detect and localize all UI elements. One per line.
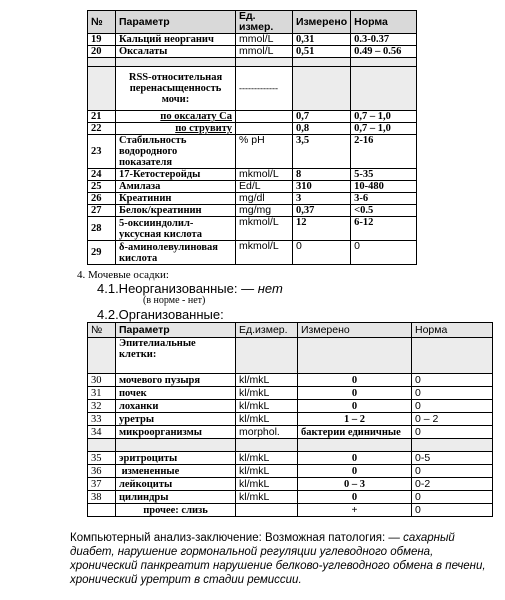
row-measured: 0 xyxy=(298,465,412,478)
row-number: 31 xyxy=(88,387,116,400)
row-number: 32 xyxy=(88,400,116,413)
row-parameter: уретры xyxy=(116,413,236,426)
col-header-unit: Ед. измер. xyxy=(236,11,293,34)
table-row xyxy=(88,34,417,46)
row-number: 35 xyxy=(88,452,116,465)
row-unit: kl/mkL xyxy=(236,387,298,400)
row-measured: 3 xyxy=(293,193,351,205)
table-row xyxy=(88,387,493,400)
row-measured: 12 xyxy=(293,217,351,241)
row-parameter: по оксалату Са xyxy=(116,111,236,123)
row-number: 34 xyxy=(88,426,116,439)
group-title-epithelial: Эпителиальные клетки: xyxy=(116,338,236,374)
row-number: 29 xyxy=(88,241,116,265)
table-row xyxy=(88,181,417,193)
row-measured: 1 – 2 xyxy=(298,413,412,426)
row-measured: бактерии единичные xyxy=(298,426,412,439)
table-urine-biochemistry xyxy=(87,10,417,265)
row-measured: 0 xyxy=(298,400,412,413)
table-row xyxy=(88,465,493,478)
row-norm: 0 xyxy=(412,504,493,517)
row-measured: 310 xyxy=(293,181,351,193)
col-header-norm: Норма xyxy=(351,11,417,34)
col-header-measured: Измерено xyxy=(293,11,351,34)
row-number: 21 xyxy=(88,111,116,123)
row-norm: 0 xyxy=(351,241,417,265)
rss-dashes: ------------- xyxy=(236,67,293,111)
row-norm: 0 xyxy=(412,426,493,439)
section-urine-sediment-title: 4. Мочевые осадки: xyxy=(77,269,169,281)
row-parameter: Стабильность водородного показателя xyxy=(116,135,236,169)
row-norm: 0 xyxy=(412,491,493,504)
table-row xyxy=(88,504,493,517)
row-measured: 0 xyxy=(298,387,412,400)
group-row xyxy=(88,338,493,374)
row-unit xyxy=(236,504,298,517)
row-norm: 0,7 – 1,0 xyxy=(351,111,417,123)
row-measured: 0 xyxy=(298,374,412,387)
col-header-parameter: Параметр xyxy=(116,11,236,34)
col-header-number: № xyxy=(88,11,116,34)
row-number: 27 xyxy=(88,205,116,217)
row-parameter: мочевого пузыря xyxy=(116,374,236,387)
row-norm: 0.3-0.37 xyxy=(351,34,417,46)
row-unit: morphol. xyxy=(236,426,298,439)
row-norm: 0,7 – 1,0 xyxy=(351,123,417,135)
row-unit: % pH xyxy=(236,135,293,169)
col-header-measured: Измерено xyxy=(298,323,412,338)
row-unit: kl/mkL xyxy=(236,491,298,504)
row-measured: 0,7 xyxy=(293,111,351,123)
row-parameter: Белок/креатинин xyxy=(116,205,236,217)
row-parameter: лоханки xyxy=(116,400,236,413)
row-number: 36 xyxy=(88,465,116,478)
col-header-unit: Ед.измер. xyxy=(236,323,298,338)
row-number: 33 xyxy=(88,413,116,426)
row-number: 37 xyxy=(88,478,116,491)
row-number: 20 xyxy=(88,46,116,58)
row-unit: mmol/L xyxy=(236,34,293,46)
table-row xyxy=(88,123,417,135)
table-row xyxy=(88,426,493,439)
row-number: 25 xyxy=(88,181,116,193)
row-unit: kl/mkL xyxy=(236,478,298,491)
row-unit: mkmol/L xyxy=(236,241,293,265)
row-measured: + xyxy=(298,504,412,517)
row-unit: mmol/L xyxy=(236,46,293,58)
table-row-spacer xyxy=(88,439,493,452)
row-unit: kl/mkL xyxy=(236,400,298,413)
conclusion-text: сахарный диабет, нарушение гормональной регуляции углеводного обмена, хронический панкреатит нарушение белково-углеводного обмена в печени, хронический уретрит в стадии ремиссии. xyxy=(70,532,486,586)
table-urine-sediment xyxy=(87,322,493,517)
table-row xyxy=(88,400,493,413)
table-row xyxy=(88,169,417,181)
row-parameter: измененные xyxy=(116,465,236,478)
row-parameter: Амилаза xyxy=(116,181,236,193)
row-measured: 0 xyxy=(293,241,351,265)
row-number: 19 xyxy=(88,34,116,46)
row-parameter: 5-оксииндолил-уксусная кислота xyxy=(116,217,236,241)
col-header-number: № xyxy=(88,323,116,338)
row-norm: <0.5 xyxy=(351,205,417,217)
row-norm: 0-2 xyxy=(412,478,493,491)
row-norm: 0.49 – 0.56 xyxy=(351,46,417,58)
row-norm: 0 xyxy=(412,387,493,400)
row-number: 24 xyxy=(88,169,116,181)
row-measured: 3,5 xyxy=(293,135,351,169)
row-norm: 3-6 xyxy=(351,193,417,205)
row-parameter: микроорганизмы xyxy=(116,426,236,439)
row-norm: 0 xyxy=(412,374,493,387)
table-row xyxy=(88,46,417,58)
inorganized-norm-note: (в норме - нет) xyxy=(143,295,206,306)
row-unit: kl/mkL xyxy=(236,413,298,426)
row-measured: 0 – 3 xyxy=(298,478,412,491)
table-row xyxy=(88,491,493,504)
row-number xyxy=(88,504,116,517)
row-measured: 0 xyxy=(298,452,412,465)
row-parameter: прочее: слизь xyxy=(116,504,236,517)
row-unit: kl/mkL xyxy=(236,452,298,465)
table-row xyxy=(88,374,493,387)
row-norm: 0 xyxy=(412,465,493,478)
row-norm: 0-5 xyxy=(412,452,493,465)
row-parameter: δ-аминолевулиновая кислота xyxy=(116,241,236,265)
table-row xyxy=(88,452,493,465)
table-header-row xyxy=(88,323,493,338)
row-number: 22 xyxy=(88,123,116,135)
row-parameter: 17-Кетостеройды xyxy=(116,169,236,181)
row-unit: mg/mg xyxy=(236,205,293,217)
row-norm: 5-35 xyxy=(351,169,417,181)
conclusion-label: Компьютерный анализ-заключение: Возможная патология: — xyxy=(70,532,400,544)
row-parameter: по струвиту xyxy=(116,123,236,135)
row-number: 23 xyxy=(88,135,116,169)
row-parameter: Креатинин xyxy=(116,193,236,205)
conclusion xyxy=(70,531,495,587)
row-parameter: эритроциты xyxy=(116,452,236,465)
row-measured: 0,31 xyxy=(293,34,351,46)
table-row xyxy=(88,193,417,205)
row-measured: 0 xyxy=(298,491,412,504)
table-row-spacer xyxy=(88,58,417,67)
row-unit: kl/mkL xyxy=(236,374,298,387)
row-measured: 0,37 xyxy=(293,205,351,217)
row-unit: Ed/L xyxy=(236,181,293,193)
row-parameter: Оксалаты xyxy=(116,46,236,58)
row-unit: mkmol/L xyxy=(236,169,293,181)
col-header-parameter: Параметр xyxy=(116,323,236,338)
row-unit: mg/dl xyxy=(236,193,293,205)
rss-group-row xyxy=(88,67,417,111)
col-header-norm: Норма xyxy=(412,323,493,338)
row-parameter: лейкоциты xyxy=(116,478,236,491)
table-row xyxy=(88,478,493,491)
row-number: 30 xyxy=(88,374,116,387)
table-row xyxy=(88,413,493,426)
row-norm: 6-12 xyxy=(351,217,417,241)
rss-title: RSS-относительная перенасыщенность мочи: xyxy=(116,67,236,111)
row-number: 28 xyxy=(88,217,116,241)
row-parameter: цилиндры xyxy=(116,491,236,504)
table-header-row xyxy=(88,11,417,34)
row-measured: 0,8 xyxy=(293,123,351,135)
table-row xyxy=(88,111,417,123)
row-measured: 8 xyxy=(293,169,351,181)
row-measured: 0,51 xyxy=(293,46,351,58)
row-number: 26 xyxy=(88,193,116,205)
section-inorganized xyxy=(97,281,283,296)
row-norm: 0 – 2 xyxy=(412,413,493,426)
row-norm: 10-480 xyxy=(351,181,417,193)
row-parameter: почек xyxy=(116,387,236,400)
table-row xyxy=(88,241,417,265)
inorganized-value: нет xyxy=(257,281,283,296)
inorganized-label: 4.1.Неорганизованные: — xyxy=(97,281,255,296)
table-row xyxy=(88,217,417,241)
row-unit: mkmol/L xyxy=(236,217,293,241)
table-row xyxy=(88,135,417,169)
row-norm: 0 xyxy=(412,400,493,413)
section-organized-title: 4.2.Организованные: xyxy=(97,307,224,322)
row-parameter: Кальций неорганич xyxy=(116,34,236,46)
row-number: 38 xyxy=(88,491,116,504)
row-unit: kl/mkL xyxy=(236,465,298,478)
row-norm: 2-16 xyxy=(351,135,417,169)
table-row xyxy=(88,205,417,217)
